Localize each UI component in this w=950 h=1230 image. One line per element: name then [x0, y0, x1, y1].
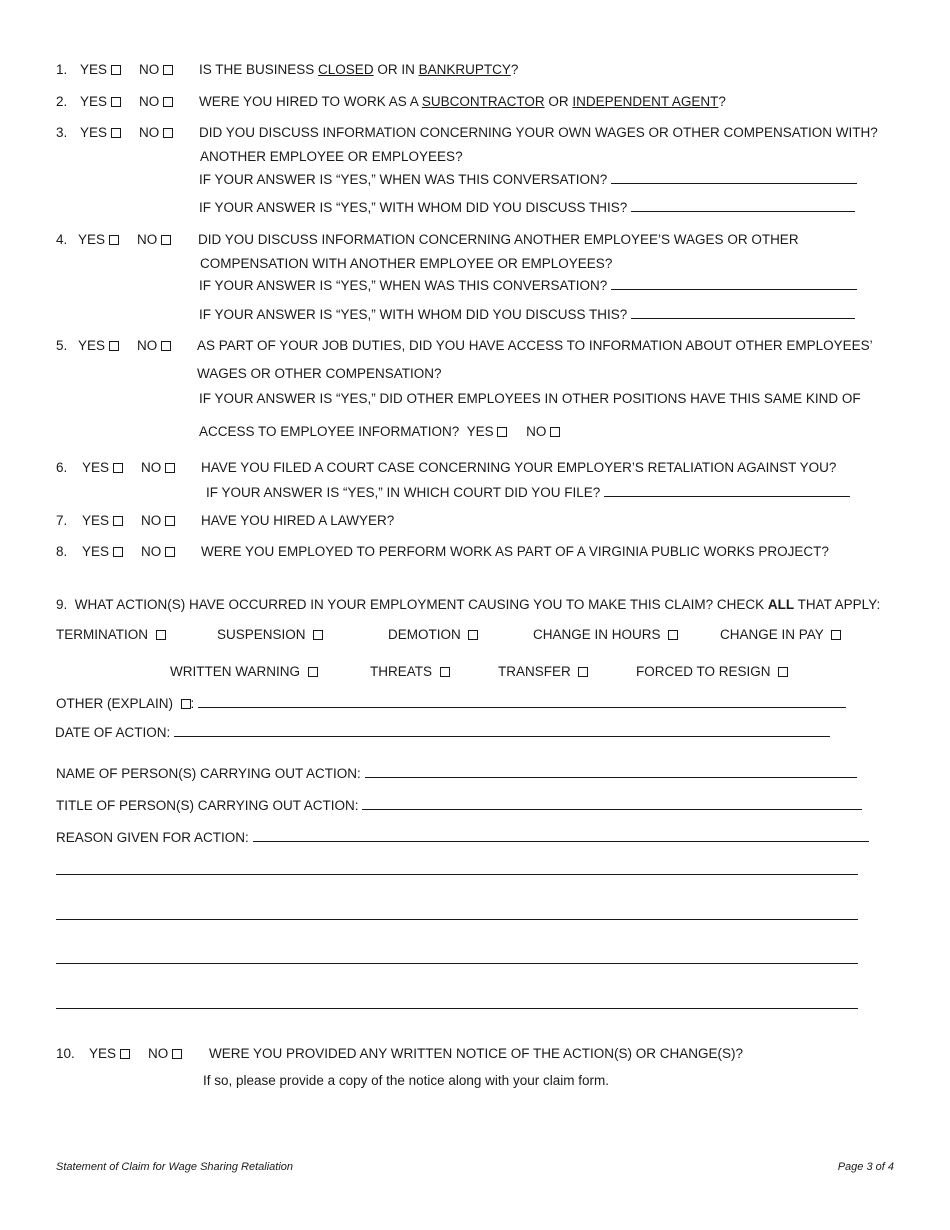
q3-line2: ANOTHER EMPLOYEE OR EMPLOYEES? — [200, 149, 463, 164]
no-label: NO — [139, 62, 160, 77]
q1-bankruptcy: BANKRUPTCY — [418, 62, 511, 77]
no-label: NO — [139, 125, 160, 140]
q4-yes-checkbox[interactable] — [109, 235, 119, 245]
other-explain — [56, 695, 846, 712]
q10-number: 10. — [56, 1046, 75, 1061]
q3-number: 3. — [56, 125, 68, 140]
q2-text-a: WERE YOU HIRED TO WORK AS A — [199, 94, 422, 109]
option-label: FORCED TO RESIGN — [636, 664, 771, 679]
reason-field[interactable] — [253, 829, 869, 842]
option-written-warning — [170, 664, 318, 680]
q1-no-checkbox[interactable] — [163, 65, 173, 75]
reason-line-3[interactable] — [56, 963, 858, 964]
q2-independent-agent: INDEPENDENT AGENT — [572, 94, 719, 109]
name-label: NAME OF PERSON(S) CARRYING OUT ACTION: — [56, 766, 361, 781]
q9-heading — [56, 597, 880, 613]
q4-no-checkbox[interactable] — [161, 235, 171, 245]
q4-line2: COMPENSATION WITH ANOTHER EMPLOYEE OR EMPLOYEES? — [200, 256, 613, 271]
q10-yes — [89, 1046, 130, 1062]
title-of-person-field[interactable] — [362, 797, 862, 810]
no-label: NO — [139, 94, 160, 109]
reason-line-1[interactable] — [56, 874, 858, 875]
q3-line1: DID YOU DISCUSS INFORMATION CONCERNING YOUR OWN WAGES OR OTHER COMPENSATION WITH? — [199, 125, 878, 140]
q6-line2 — [206, 484, 850, 501]
other-colon: : — [190, 696, 195, 711]
q5-line4 — [199, 424, 560, 440]
q8-number: 8. — [56, 544, 68, 559]
yes-label: YES — [80, 62, 108, 77]
q7-number: 7. — [56, 513, 68, 528]
option-demotion — [388, 627, 478, 643]
q5-yes-checkbox[interactable] — [109, 341, 119, 351]
q5-number: 5. — [56, 338, 68, 353]
title-label: TITLE OF PERSON(S) CARRYING OUT ACTION: — [56, 798, 359, 813]
reason-line-4[interactable] — [56, 1008, 858, 1009]
other-explain-field[interactable] — [198, 695, 846, 708]
no-label: NO — [141, 544, 162, 559]
q5-line2: WAGES OR OTHER COMPENSATION? — [197, 366, 442, 381]
q6-yes-checkbox[interactable] — [113, 463, 123, 473]
q8-no-checkbox[interactable] — [165, 547, 175, 557]
q2-text-b: OR — [544, 94, 573, 109]
q2-yes — [80, 94, 121, 110]
q1-text-a: IS THE BUSINESS — [199, 62, 319, 77]
q1-text-b: OR IN — [373, 62, 419, 77]
reason-label: REASON GIVEN FOR ACTION: — [56, 830, 249, 845]
option-transfer — [498, 664, 588, 680]
option-label: THREATS — [370, 664, 433, 679]
q7-text: HAVE YOU HIRED A LAWYER? — [201, 513, 395, 528]
no-label: NO — [141, 460, 162, 475]
q6-number: 6. — [56, 460, 68, 475]
written-warning-checkbox[interactable] — [308, 667, 318, 677]
option-label: TRANSFER — [498, 664, 571, 679]
q3-yes-checkbox[interactable] — [111, 128, 121, 138]
q3-yes — [80, 125, 121, 141]
q3-no-checkbox[interactable] — [163, 128, 173, 138]
yes-label: YES — [82, 544, 110, 559]
q2-subcontractor: SUBCONTRACTOR — [421, 94, 545, 109]
q2-text — [199, 94, 726, 110]
q3-when-label: IF YOUR ANSWER IS “YES,” WHEN WAS THIS CONVERSATION? — [199, 172, 608, 187]
yes-label: YES — [466, 424, 494, 439]
option-change-in-hours — [533, 627, 678, 643]
option-termination — [56, 627, 166, 643]
q8-text: WERE YOU EMPLOYED TO PERFORM WORK AS PART OF A VIRGINIA PUBLIC WORKS PROJECT? — [201, 544, 829, 559]
option-threats — [370, 664, 450, 680]
reason-line-2[interactable] — [56, 919, 858, 920]
demotion-checkbox[interactable] — [468, 630, 478, 640]
q1-no — [139, 62, 173, 78]
no-label: NO — [137, 338, 158, 353]
q4-no — [137, 232, 171, 248]
q9-text-a: WHAT ACTION(S) HAVE OCCURRED IN YOUR EMPLOYMENT CAUSING YOU TO MAKE THIS CLAIM? CHECK — [74, 597, 768, 612]
q10-no — [148, 1046, 182, 1062]
forced-to-resign-checkbox[interactable] — [778, 667, 788, 677]
q8-yes-checkbox[interactable] — [113, 547, 123, 557]
q2-number: 2. — [56, 94, 68, 109]
q5-line4-label: ACCESS TO EMPLOYEE INFORMATION? — [199, 424, 460, 439]
q3-when — [199, 171, 857, 188]
yes-label: YES — [78, 232, 106, 247]
q4-whom-label: IF YOUR ANSWER IS “YES,” WITH WHOM DID YOU DISCUSS THIS? — [199, 307, 628, 322]
q5-sub-yes-checkbox[interactable] — [497, 427, 507, 437]
q1-text-c: ? — [510, 62, 519, 77]
q10-text: WERE YOU PROVIDED ANY WRITTEN NOTICE OF THE ACTION(S) OR CHANGE(S)? — [209, 1046, 744, 1061]
q7-no-checkbox[interactable] — [165, 516, 175, 526]
q2-no-checkbox[interactable] — [163, 97, 173, 107]
q6-no-checkbox[interactable] — [165, 463, 175, 473]
yes-label: YES — [80, 125, 108, 140]
q1-text — [199, 62, 518, 78]
q2-yes-checkbox[interactable] — [111, 97, 121, 107]
yes-label: YES — [82, 513, 110, 528]
change-in-pay-checkbox[interactable] — [831, 630, 841, 640]
q4-when-label: IF YOUR ANSWER IS “YES,” WHEN WAS THIS CONVERSATION? — [199, 278, 608, 293]
q2-no — [139, 94, 173, 110]
change-in-hours-checkbox[interactable] — [668, 630, 678, 640]
termination-checkbox[interactable] — [156, 630, 166, 640]
other-checkbox[interactable] — [181, 699, 191, 709]
option-suspension — [217, 627, 323, 643]
q7-yes — [82, 513, 123, 529]
transfer-checkbox[interactable] — [578, 667, 588, 677]
q1-closed: CLOSED — [318, 62, 374, 77]
q1-yes-checkbox[interactable] — [111, 65, 121, 75]
yes-label: YES — [82, 460, 110, 475]
q4-yes — [78, 232, 119, 248]
q4-when-field[interactable] — [611, 277, 857, 290]
q5-sub-no-checkbox[interactable] — [550, 427, 560, 437]
q4-whom-field[interactable] — [631, 306, 855, 319]
q8-no — [141, 544, 175, 560]
q3-whom-label: IF YOUR ANSWER IS “YES,” WITH WHOM DID YOU DISCUSS THIS? — [199, 200, 628, 215]
q10-no-checkbox[interactable] — [172, 1049, 182, 1059]
yes-label: YES — [80, 94, 108, 109]
title-of-person — [56, 797, 862, 814]
q8-yes — [82, 544, 123, 560]
option-label: SUSPENSION — [217, 627, 306, 642]
q3-no — [139, 125, 173, 141]
q5-line1: AS PART OF YOUR JOB DUTIES, DID YOU HAVE ACCESS TO INFORMATION ABOUT OTHER EMPLOYEES’ — [197, 338, 873, 353]
other-label: OTHER (EXPLAIN) — [56, 696, 174, 711]
option-label: WRITTEN WARNING — [170, 664, 300, 679]
date-label: DATE OF ACTION: — [55, 725, 171, 740]
date-of-action-field[interactable] — [174, 724, 830, 737]
q5-yes — [78, 338, 119, 354]
footer-page-number: Page 3 of 4 — [837, 1161, 894, 1173]
q3-whom-field[interactable] — [631, 199, 855, 212]
q6-no — [141, 460, 175, 476]
q5-no — [137, 338, 171, 354]
q5-line3: IF YOUR ANSWER IS “YES,” DID OTHER EMPLOYEES IN OTHER POSITIONS HAVE THIS SAME KIND OF — [199, 391, 861, 406]
yes-label: YES — [89, 1046, 117, 1061]
q9-number: 9. — [56, 597, 68, 612]
q6-yes — [82, 460, 123, 476]
date-of-action — [55, 724, 830, 741]
q4-whom — [199, 306, 855, 323]
q6-line2-label: IF YOUR ANSWER IS “YES,” IN WHICH COURT DID YOU FILE? — [206, 485, 601, 500]
option-label: DEMOTION — [388, 627, 461, 642]
suspension-checkbox[interactable] — [313, 630, 323, 640]
q4-line1: DID YOU DISCUSS INFORMATION CONCERNING ANOTHER EMPLOYEE’S WAGES OR OTHER — [198, 232, 799, 247]
no-label: NO — [141, 513, 162, 528]
no-label: NO — [137, 232, 158, 247]
q1-yes — [80, 62, 121, 78]
q9-text-b: THAT APPLY: — [794, 597, 881, 612]
q2-text-c: ? — [718, 94, 726, 109]
q4-number: 4. — [56, 232, 68, 247]
q6-court-field[interactable] — [604, 484, 850, 497]
no-label: NO — [148, 1046, 169, 1061]
q7-yes-checkbox[interactable] — [113, 516, 123, 526]
threats-checkbox[interactable] — [440, 667, 450, 677]
q5-no-checkbox[interactable] — [161, 341, 171, 351]
q4-when — [199, 277, 857, 294]
q6-line1: HAVE YOU FILED A COURT CASE CONCERNING YOUR EMPLOYER’S RETALIATION AGAINST YOU? — [201, 460, 837, 475]
option-change-in-pay — [720, 627, 841, 643]
option-label: CHANGE IN HOURS — [533, 627, 661, 642]
reason-given — [56, 829, 869, 846]
q9-all: ALL — [767, 597, 795, 612]
name-of-person-field[interactable] — [365, 765, 857, 778]
yes-label: YES — [78, 338, 106, 353]
q7-no — [141, 513, 175, 529]
q1-number: 1. — [56, 62, 68, 77]
q10-yes-checkbox[interactable] — [120, 1049, 130, 1059]
option-label: TERMINATION — [56, 627, 148, 642]
name-of-person — [56, 765, 857, 782]
footer-title: Statement of Claim for Wage Sharing Retaliation — [56, 1161, 294, 1173]
q3-whom — [199, 199, 855, 216]
option-label: CHANGE IN PAY — [720, 627, 824, 642]
no-label: NO — [526, 424, 547, 439]
option-forced-to-resign — [636, 664, 788, 680]
q3-when-field[interactable] — [611, 171, 857, 184]
q10-note: If so, please provide a copy of the notice along with your claim form. — [203, 1073, 609, 1088]
